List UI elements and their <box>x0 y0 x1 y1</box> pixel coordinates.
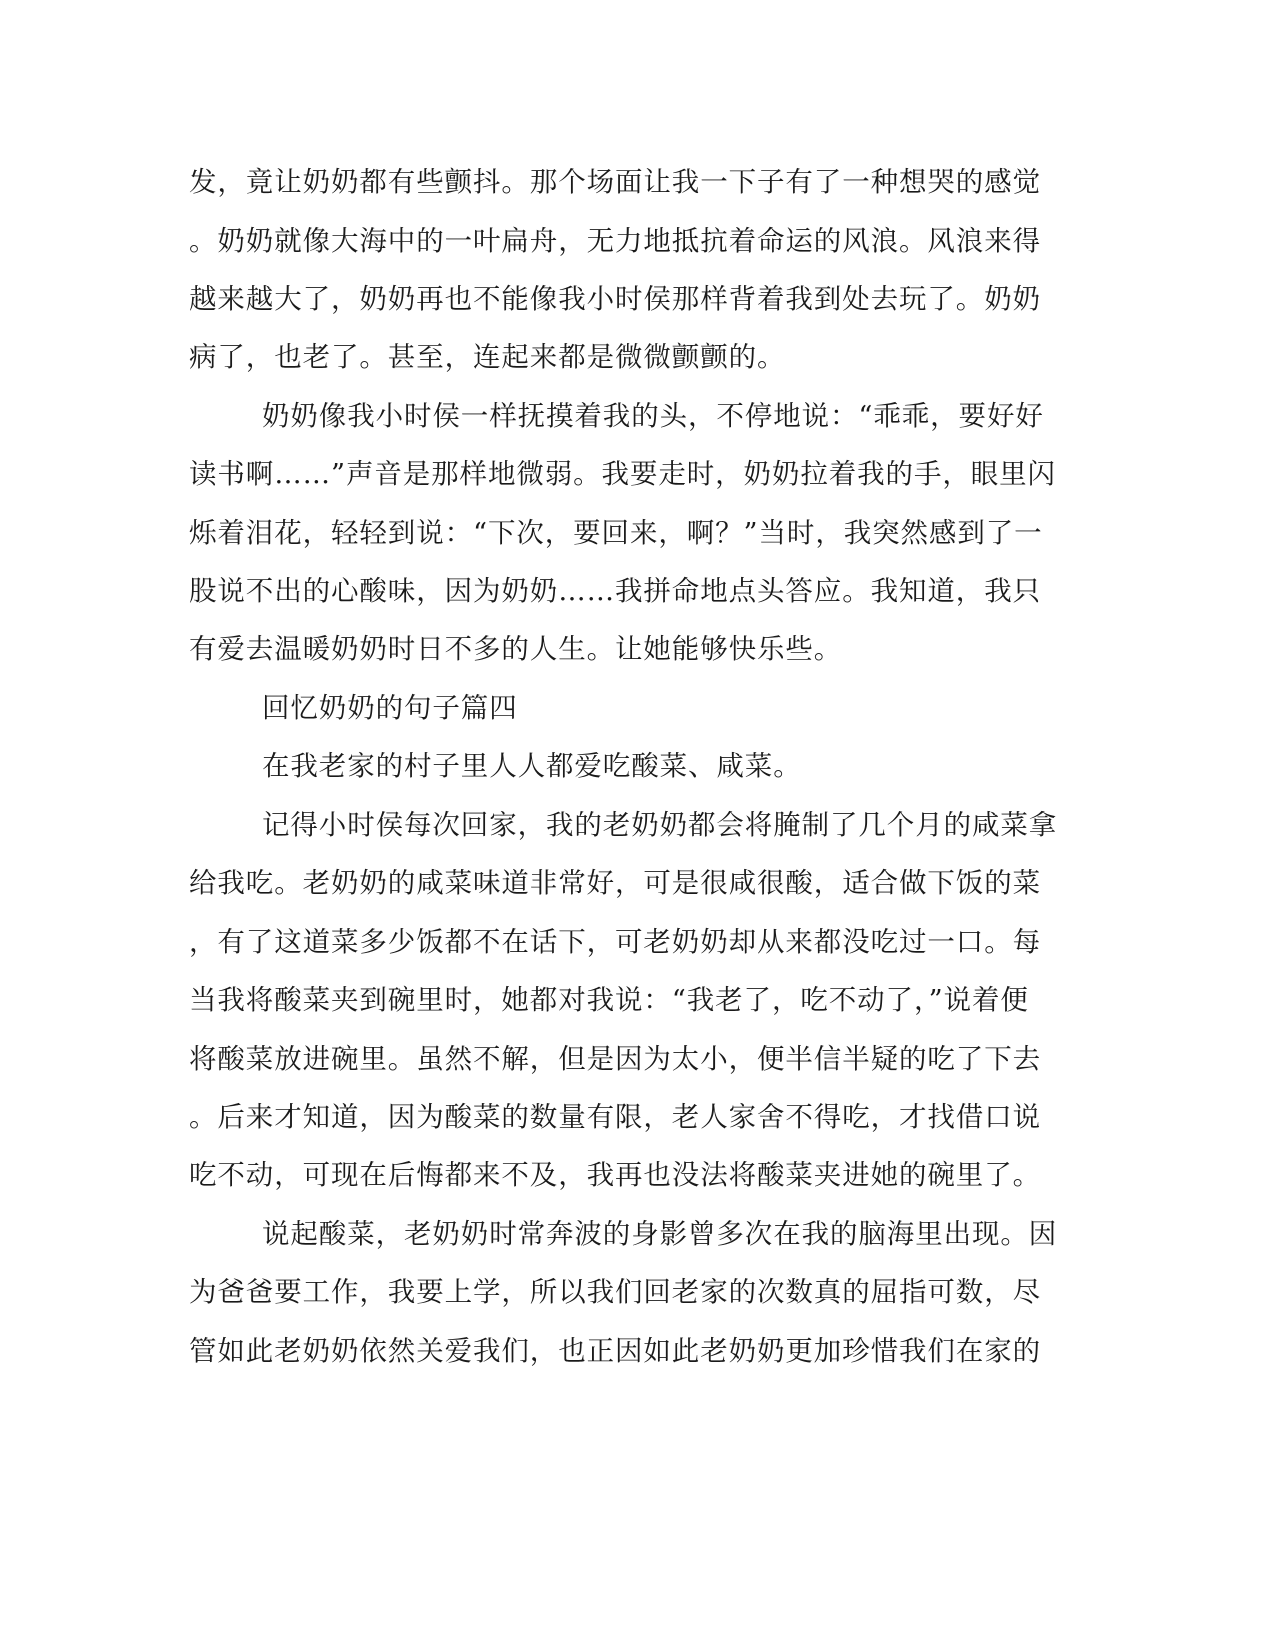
text-line: 股说不出的心酸味，因为奶奶……我拼命地点头答应。我知道，我只 <box>189 575 1041 607</box>
text-line: 。奶奶就像大海中的一叶扁舟，无力地抵抗着命运的风浪。风浪来得 <box>189 225 1041 257</box>
text-line: 记得小时侯每次回家，我的老奶奶都会将腌制了几个月的咸菜拿 <box>262 809 1058 841</box>
text-line: 管如此老奶奶依然关爱我们，也正因如此老奶奶更加珍惜我们在家的 <box>189 1335 1041 1367</box>
text-line: 有爱去温暖奶奶时日不多的人生。让她能够快乐些。 <box>189 633 843 665</box>
text-line: 说起酸菜，老奶奶时常奔波的身影曾多次在我的脑海里出现。因 <box>262 1218 1058 1250</box>
text-line: 奶奶像我小时侯一样抚摸着我的头，不停地说：“乖乖，要好好 <box>262 400 1044 432</box>
text-line: 为爸爸要工作，我要上学，所以我们回老家的次数真的屈指可数，尽 <box>189 1276 1041 1308</box>
text-line: 吃不动，可现在后悔都来不及，我再也没法将酸菜夹进她的碗里了。 <box>189 1159 1041 1191</box>
text-line: 在我老家的村子里人人都爱吃酸菜、咸菜。 <box>262 750 802 782</box>
text-line: 烁着泪花，轻轻到说：“下次，要回来，啊？”当时，我突然感到了一 <box>189 517 1043 549</box>
text-line: 病了，也老了。甚至，连起来都是微微颤颤的。 <box>189 341 786 373</box>
text-line: 越来越大了，奶奶再也不能像我小时侯那样背着我到处去玩了。奶奶 <box>189 283 1041 315</box>
section-heading: 回忆奶奶的句子篇四 <box>262 692 518 724</box>
text-line: 当我将酸菜夹到碗里时，她都对我说：“我老了，吃不动了，”说着便 <box>189 984 1029 1016</box>
text-line: 发，竟让奶奶都有些颤抖。那个场面让我一下子有了一种想哭的感觉 <box>189 166 1041 198</box>
text-line: 给我吃。老奶奶的咸菜味道非常好，可是很咸很酸，适合做下饭的菜 <box>189 867 1041 899</box>
text-line: ，有了这道菜多少饭都不在话下，可老奶奶却从来都没吃过一口。每 <box>189 926 1041 958</box>
text-line: 读书啊……”声音是那样地微弱。我要走时，奶奶拉着我的手，眼里闪 <box>189 458 1056 490</box>
text-line: 。后来才知道，因为酸菜的数量有限，老人家舍不得吃，才找借口说 <box>189 1101 1041 1133</box>
text-line: 将酸菜放进碗里。虽然不解，但是因为太小，便半信半疑的吃了下去 <box>189 1043 1041 1075</box>
